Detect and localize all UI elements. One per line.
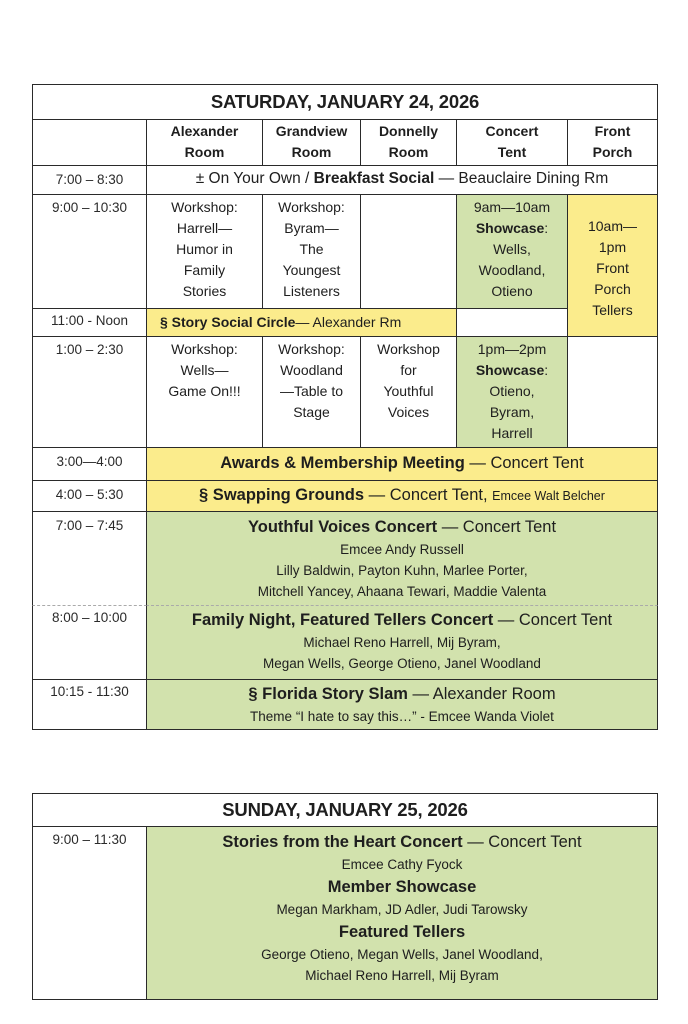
workshop-line: Youngest — [282, 262, 341, 278]
workshop-line: Stories — [182, 283, 227, 299]
event-heading — [147, 830, 657, 854]
column-header-line: Porch — [592, 144, 633, 160]
event-story-social-circle — [146, 308, 457, 337]
event-location: — Concert Tent — [493, 611, 613, 629]
concert-tent-social-empty — [456, 308, 568, 337]
time-slot-morning: 9:00 – 10:30 — [32, 194, 147, 309]
event-name: Breakfast Social — [313, 170, 435, 187]
event-family-night-concert — [146, 605, 658, 680]
column-header-grandview-room — [262, 119, 361, 166]
event-location: — Concert Tent — [437, 518, 557, 536]
column-header-line: Alexander — [170, 123, 239, 139]
column-header-concert-tent — [456, 119, 568, 166]
time-slot-social-circle: 11:00 - Noon — [32, 308, 147, 337]
column-header-line: Tent — [497, 144, 527, 160]
event-awards-meeting — [146, 447, 658, 481]
workshop-line: Workshop: — [171, 341, 238, 357]
event-theme: Theme “I hate to say this…” - Emcee Wanda Violet — [250, 709, 554, 724]
column-header-line: Front — [594, 123, 631, 139]
front-porch-line: Porch — [594, 281, 631, 297]
showcase-name: Otieno, — [489, 383, 535, 399]
workshop-line: Workshop: — [278, 341, 345, 357]
event-name: § Story Social Circle — [160, 314, 296, 330]
time-slot-awards: 3:00—4:00 — [32, 447, 147, 481]
workshop-line: Harrell— — [176, 220, 233, 236]
event-heading — [147, 608, 657, 632]
event-name: § Swapping Grounds — [199, 486, 365, 504]
front-porch-line: 10am— — [587, 218, 638, 234]
workshop-line: Workshop — [377, 341, 440, 357]
showcase-morning — [456, 194, 568, 309]
workshop-line: Stage — [293, 404, 330, 420]
event-emcee: Emcee Andy Russell — [340, 542, 464, 557]
showcase-name: Harrell — [491, 425, 533, 441]
saturday-title: SATURDAY, JANUARY 24, 2026 — [32, 84, 658, 120]
column-header-line: Room — [291, 144, 332, 160]
workshop-youthful-voices — [360, 336, 457, 448]
column-header-donnelly-room — [360, 119, 457, 166]
workshop-line: Workshop: — [278, 199, 345, 215]
showcase-time: 9am—10am — [473, 199, 551, 215]
column-header-line: Donnelly — [378, 123, 439, 139]
event-location: — Concert Tent — [462, 833, 582, 851]
event-florida-story-slam — [146, 679, 658, 730]
workshop-woodland — [262, 336, 361, 448]
time-slot-sunday: 9:00 – 11:30 — [32, 826, 147, 1000]
showcase-label-suffix: : — [544, 220, 549, 236]
workshop-line: Wells— — [180, 362, 229, 378]
featured-tellers-heading: Featured Tellers — [338, 923, 466, 941]
time-slot-breakfast: 7:00 – 8:30 — [32, 165, 147, 195]
event-youthful-voices-concert — [146, 511, 658, 606]
showcase-name: Woodland, — [478, 262, 546, 278]
event-location: — Concert Tent — [464, 454, 584, 472]
event-swapping-grounds — [146, 480, 658, 512]
event-performers: Lilly Baldwin, Payton Kuhn, Marlee Porter, — [276, 563, 528, 578]
event-name: Stories from the Heart Concert — [222, 833, 463, 851]
workshop-line: Youthful — [383, 383, 434, 399]
workshop-line: Workshop: — [171, 199, 238, 215]
showcase-label — [457, 218, 567, 239]
time-slot-youthful-voices: 7:00 – 7:45 — [32, 511, 147, 606]
event-performers: Michael Reno Harrell, Mij Byram, — [303, 635, 501, 650]
workshop-line: Humor in — [176, 241, 233, 257]
event-breakfast-social — [146, 165, 658, 195]
front-porch-tellers — [567, 194, 658, 337]
event-name: Youthful Voices Concert — [247, 518, 438, 536]
column-header-alexander-room — [146, 119, 263, 166]
donnelly-morning-empty — [360, 194, 457, 309]
workshop-wells — [146, 336, 263, 448]
showcase-label-text: Showcase — [475, 220, 545, 236]
workshop-byram — [262, 194, 361, 309]
workshop-line: Game On!!! — [168, 383, 241, 399]
event-heading — [147, 515, 657, 539]
event-prefix: ± On Your Own / — [195, 170, 314, 187]
event-location: — Concert Tent, — [364, 486, 493, 504]
showcase-name: Byram, — [489, 404, 535, 420]
workshop-line: Listeners — [283, 283, 340, 299]
column-header-line: Room — [388, 144, 429, 160]
time-slot-swapping: 4:00 – 5:30 — [32, 480, 147, 512]
event-emcee: Emcee Cathy Fyock — [341, 857, 463, 872]
workshop-line: Woodland — [280, 362, 343, 378]
time-slot-family-night: 8:00 – 10:00 — [32, 605, 147, 680]
event-name: Family Night, Featured Tellers Concert — [191, 611, 494, 629]
event-location: — Beauclaire Dining Rm — [434, 170, 609, 187]
event-heading — [147, 682, 657, 706]
column-header-line: Concert — [485, 123, 539, 139]
showcase-label-suffix: : — [544, 362, 549, 378]
time-slot-afternoon: 1:00 – 2:30 — [32, 336, 147, 448]
event-stories-from-the-heart — [146, 826, 658, 1000]
time-slot-story-slam: 10:15 - 11:30 — [32, 679, 147, 730]
column-header-line: Grandview — [275, 123, 348, 139]
front-porch-afternoon-empty — [567, 336, 658, 448]
front-porch-line: 1pm — [598, 239, 627, 255]
showcase-time: 1pm—2pm — [477, 341, 547, 357]
event-location: — Alexander Room — [407, 685, 556, 703]
workshop-line: Family — [183, 262, 226, 278]
showcase-label — [457, 360, 567, 381]
workshop-line: Voices — [387, 404, 430, 420]
member-showcase-heading: Member Showcase — [327, 878, 477, 896]
showcase-label-text: Showcase — [475, 362, 545, 378]
workshop-line: for — [400, 362, 417, 378]
showcase-name: Wells, — [493, 241, 531, 257]
featured-tellers-names: Michael Reno Harrell, Mij Byram — [305, 968, 499, 983]
featured-tellers-names: George Otieno, Megan Wells, Janel Woodland, — [261, 947, 543, 962]
workshop-harrell — [146, 194, 263, 309]
header-time-corner — [32, 119, 147, 166]
workshop-line: The — [299, 241, 324, 257]
sunday-title: SUNDAY, JANUARY 25, 2026 — [32, 793, 658, 827]
column-header-front-porch — [567, 119, 658, 166]
event-performers: Megan Wells, George Otieno, Janel Woodland — [263, 656, 541, 671]
workshop-line: —Table to — [279, 383, 344, 399]
event-name: § Florida Story Slam — [248, 685, 408, 703]
member-showcase-names: Megan Markham, JD Adler, Judi Tarowsky — [276, 902, 528, 917]
event-location: — Alexander Rm — [295, 314, 402, 330]
column-header-line: Room — [184, 144, 225, 160]
event-emcee: Emcee Walt Belcher — [492, 489, 605, 503]
event-performers: Mitchell Yancey, Ahaana Tewari, Maddie Valenta — [257, 584, 547, 599]
front-porch-line: Tellers — [592, 302, 633, 318]
showcase-afternoon — [456, 336, 568, 448]
workshop-line: Byram— — [284, 220, 339, 236]
event-name: Awards & Membership Meeting — [220, 454, 465, 472]
showcase-name: Otieno — [491, 283, 533, 299]
front-porch-line: Front — [596, 260, 629, 276]
